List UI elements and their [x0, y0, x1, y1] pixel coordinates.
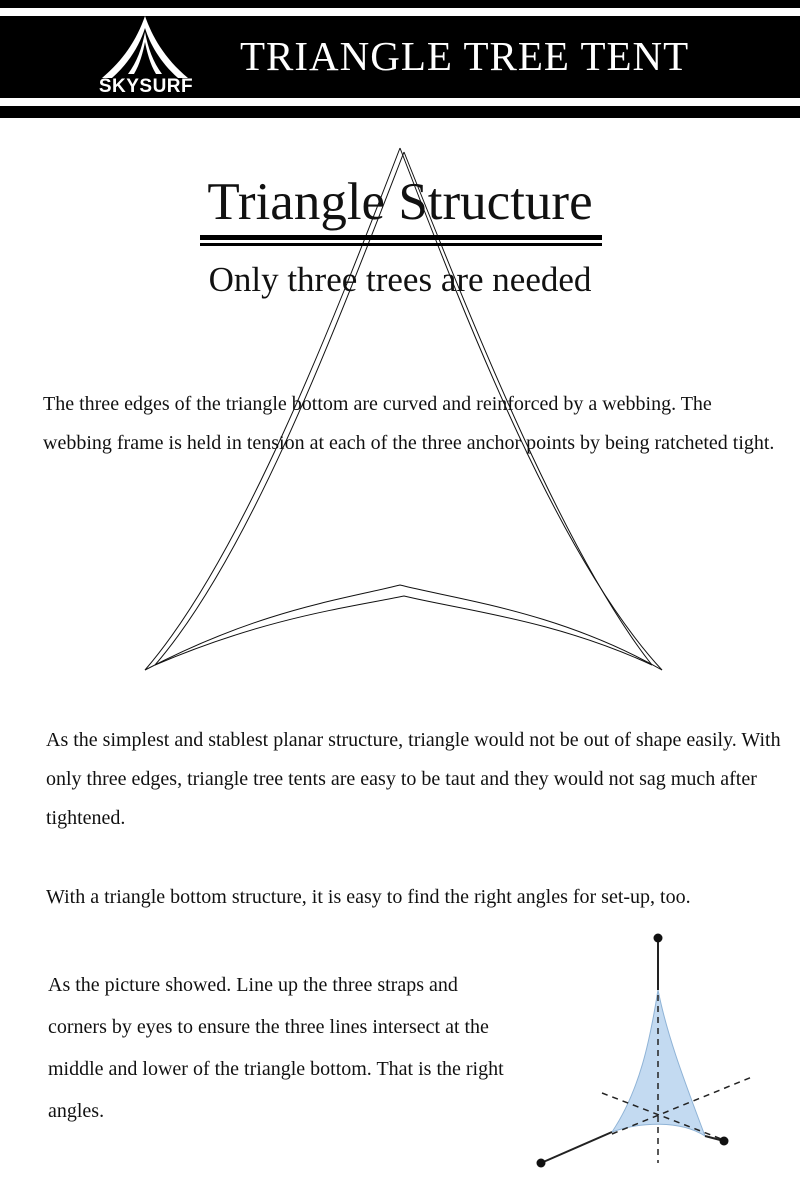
section-title: Triangle Structure: [207, 173, 593, 231]
section-subtitle: Only three trees are needed: [208, 260, 592, 299]
header-banner: [0, 0, 800, 120]
header-top-stripe: [0, 0, 800, 8]
title-underline-thick: [200, 235, 602, 240]
anchor-point-left: [537, 1159, 546, 1168]
title-underline-thin: [200, 243, 602, 246]
paragraph-stability: As the simplest and stablest planar structure, triangle would not be out of shape easily. With only three edges, triangle tree tents are easy to be taut and they would not sag much after tightened.: [46, 729, 781, 829]
paragraph-line-up: As the picture showed. Line up the three straps and corners by eyes to ensure the three lines intersect at the middle and lower of the triangle bottom. That is the right angles.: [48, 974, 504, 1122]
anchor-point-right: [720, 1137, 729, 1146]
header-bottom-stripe: [0, 106, 800, 118]
paragraph-right-angles: With a triangle bottom structure, it is easy to find the right angles for set-up, too.: [46, 886, 691, 908]
paragraph-webbing: The three edges of the triangle bottom are curved and reinforced by a webbing. The webbing frame is held in tension at each of the three anchor points by being ratcheted tight.: [43, 393, 775, 454]
brand-name: SKYSURF: [98, 76, 194, 97]
setup-diagram-illustration: [525, 925, 795, 1175]
anchor-point-top: [654, 934, 663, 943]
header-title: TRIANGLE TREE TENT: [240, 33, 690, 79]
